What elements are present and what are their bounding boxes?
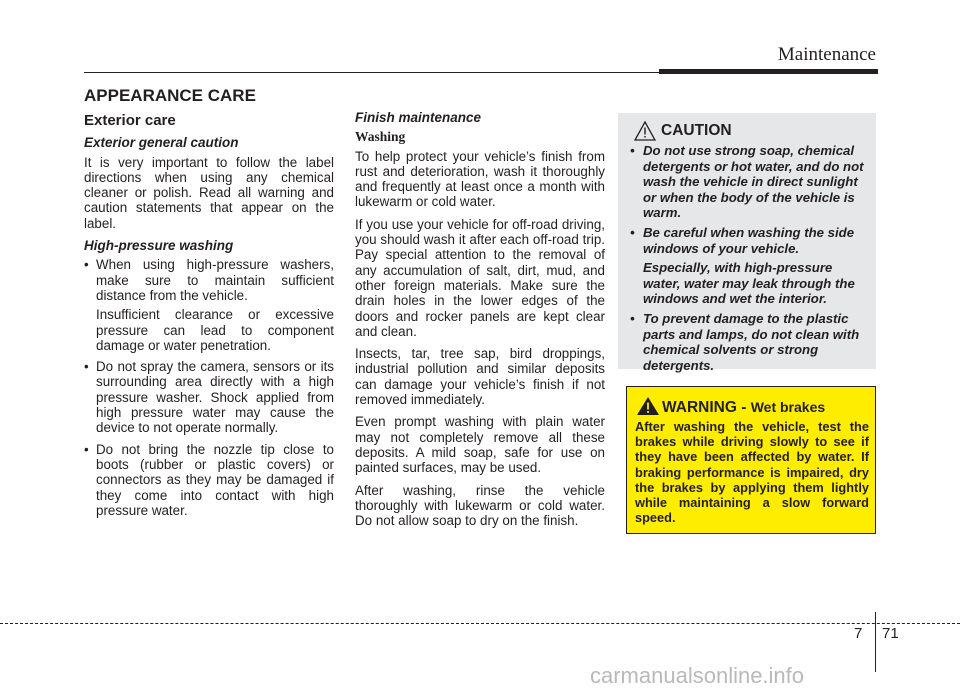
list-item-extra: Insufficient clearance or excessive pressure can lead to component damage or water penetration. <box>96 307 334 353</box>
warning-subtitle: Wet brakes <box>750 399 826 415</box>
caution-list <box>630 143 870 377</box>
list-item-extra: Especially, with high-pressure water, water may leak through the windows and wet the interior. <box>643 260 855 307</box>
list-item <box>630 311 870 373</box>
bullet-icon: • <box>630 143 635 158</box>
paragraph: If you use your vehicle for off-road driving, you should wash it after each off-road trip. Pay special attention to the removal of any accumulation of salt, dirt, mud, and other foreign materials. Make sure the drain holes in the lower edges of the doors and rocker panels are kept clear and clean. <box>355 216 605 339</box>
caution-title: CAUTION <box>661 122 732 139</box>
exterior-care-heading: Exterior care <box>84 112 176 129</box>
bullet-icon: • <box>84 441 89 457</box>
bullet-icon: • <box>630 310 635 326</box>
list-item-text: Do not spray the camera, sensors or its surrounding area directly with a high pressure washer. Shock applied from high pressure water may cause the device to not operate normally. <box>96 359 334 436</box>
page-title: APPEARANCE CARE <box>84 86 256 105</box>
watermark: carmanualsonline.info <box>590 663 805 688</box>
caution-triangle-icon <box>634 121 656 141</box>
high-pressure-list <box>84 257 334 518</box>
list-item-text: Be careful when washing the side windows of your vehicle. <box>643 224 855 256</box>
list-item-text: When using high-pressure washers, make sure to maintain sufficient distance from the vehicle. <box>96 257 334 303</box>
footer-rule <box>0 623 960 624</box>
paragraph: After washing, rinse the vehicle thoroughly with lukewarm or cold water. Do not allow soap to dry on the finish. <box>355 482 605 529</box>
general-caution-paragraph: It is very important to follow the label directions when using any chemical cleaner or polish. Read all warning and caution statements that appear on the label. <box>84 154 334 231</box>
list-item <box>84 442 334 518</box>
caution-box <box>618 113 876 373</box>
list-item-text: To prevent damage to the plastic parts and lamps, do not clean with chemical solvents or strong detergents. <box>643 310 860 373</box>
bullet-icon: • <box>630 224 635 240</box>
list-item-text: Do not use strong soap, chemical detergents or hot water, and do not wash the vehicle in direct sunlight or when the body of the vehicle is warm. <box>643 143 864 221</box>
finish-maintenance-subheading: Finish maintenance <box>355 110 482 125</box>
warning-label: WARNING - <box>662 399 747 416</box>
warning-body: After washing the vehicle, test the brakes while driving slowly to see if they have been affected by water. If braking performance is impaired, dry the brakes by applying them lightly while maintaining a slow forward speed. <box>635 419 869 526</box>
list-item <box>84 257 334 353</box>
paragraph: Insects, tar, tree sap, bird droppings, industrial pollution and similar deposits can damage your vehicle’s finish if not removed immediately. <box>355 346 605 408</box>
warning-box <box>626 386 876 534</box>
general-caution-subheading: Exterior general caution <box>84 135 239 151</box>
high-pressure-subheading: High-pressure washing <box>84 238 234 254</box>
washing-subheading: Washing <box>355 129 406 145</box>
bullet-icon: • <box>84 257 89 273</box>
list-item <box>630 225 870 307</box>
middle-column <box>355 110 605 535</box>
list-item-text: Do not bring the nozzle tip close to boots (rubber or plastic covers) or connectors as they may be damaged if they come into contact with high pressure water. <box>96 441 334 518</box>
footer-divider <box>875 612 876 672</box>
list-item <box>630 143 870 221</box>
header-rule-thin <box>84 72 659 73</box>
bullet-icon: • <box>84 359 89 375</box>
warning-triangle-icon <box>636 396 660 416</box>
page-number: 71 <box>882 625 899 642</box>
paragraph: Even prompt washing with plain water may not completely remove all these deposits. A mild soap, safe for use on painted surfaces, may be used. <box>355 414 605 476</box>
list-item <box>84 359 334 435</box>
section-header: Maintenance <box>777 44 876 65</box>
warning-title <box>662 399 825 417</box>
left-column <box>84 110 334 524</box>
chapter-number: 7 <box>854 625 863 642</box>
paragraph: To help protect your vehicle’s finish from rust and deterioration, wash it thoroughly and frequently at least once a month with lukewarm or cold water. <box>355 148 605 210</box>
header-rule-thick <box>659 69 878 74</box>
